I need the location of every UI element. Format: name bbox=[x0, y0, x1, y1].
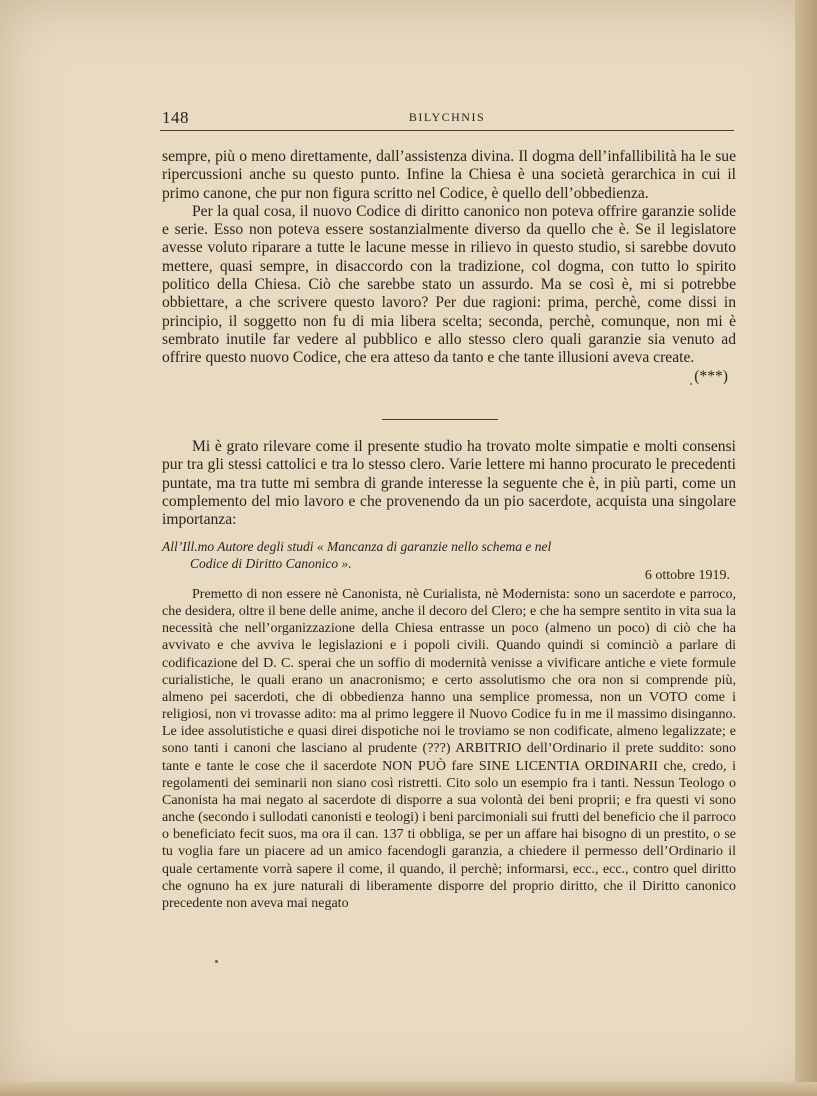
section-divider bbox=[382, 419, 498, 420]
page-edge-bottom bbox=[0, 1082, 817, 1096]
page-header bbox=[160, 108, 734, 132]
paper-speck bbox=[215, 960, 218, 963]
paragraph-continued: sempre, più o meno direttamente, dall’assistenza divina. Il dogma dell’infallibilità ha le sue ripercussioni anche su questo punto. Infine la Chiesa è una società gerarchica in cui il primo canone, che pur non figura scritto nel Codice, è quello dell’obbedienza. bbox=[162, 148, 736, 202]
addressee-line: All’Ill.mo Autore degli studi « Mancanza di garanzie nello schema e nel bbox=[162, 539, 552, 554]
letter-addressee bbox=[162, 538, 736, 572]
letter-text: Premetto di non essere nè Canonista, nè Curialista, nè Modernista: sono un sacerdote e parroco, che desidera, oltre il bene delle anime, anche il decoro del Clero; e che ha sempre sentito in vita sua la necessità che nell’organizzazione della Chiesa entrasse un poco (almeno un poco) di ciò che ha avvivato e che avviva le legislazioni e i popoli civili. Quando quindi si cominciò a parlare di codificazione del D. C. sperai che un soffio di modernità venisse a vivificare antiche e viete formule curialistiche, le quali erano un anacronismo; e certo assolutismo che ora non si comprende più, almeno pei sacerdoti, che di obbedienza hanno una semplice promessa, non un VOTO come i religiosi, non vi trovasse adito: ma al primo leggere il Nuovo Codice fu in me il massimo disinganno. Le idee assolutistiche e quasi direi dispotiche noi le troviamo se non codificate, almeno legalizzate; e sono tanti i canoni che lasciano al prudente (???) ARBITRIO dell’Ordinario il prete suddito: sono tante e tante le cose che il sacerdote NON PUÒ fare SINE LICENTIA ORDINARII che, credo, i regolamenti dei seminarii non siano così ristretti. Cito solo un esempio fra i tanti. Nessun Teologo o Canonista ha mai negato al sacerdote di disporre a sua volontà dei beni proprii; e fra questi vi sono anche (secondo i sullodati canonisti e teologi) i beni parcimoniali sui frutti del beneficio che il parroco o beneficiato fecit suos, ma ora il can. 137 ti obbliga, se per un affare hai bisogno di un prestito, o se tu voglia fare un piacere ad un amico facendogli garanzia, a chiedere il permesso dell’Ordinario il quale certamente vorrà sapere il come, il quando, il perchè; informarsi, ecc., ecc., contro quel diritto che ognuno ha ex jure naturali di liberamente disporre del proprio diritto, che il Diritto canonico precedente non aveva mai negato bbox=[162, 587, 736, 911]
running-title: BILYCHNIS bbox=[408, 110, 486, 124]
paper-speck bbox=[690, 383, 692, 385]
addressee-line: Codice di Diritto Canonico ». bbox=[190, 556, 352, 571]
page-number: 148 bbox=[162, 108, 189, 127]
paragraph-introduction: Mi è grato rilevare come il presente studio ha trovato molte simpatie e molti consensi pur tra gli stessi cattolici e tra lo stesso clero. Varie lettere mi hanno procurato le precedenti puntate, ma tra tutte mi sembra di grande interesse la seguente che è, in più parti, come un complemento del mio lavoro e che provenendo da un pio sacerdote, acquista una singolare importanza: bbox=[162, 438, 736, 529]
author-signature: (***) bbox=[694, 367, 728, 385]
page-edge-right bbox=[795, 0, 817, 1096]
article-body bbox=[162, 148, 736, 386]
letter-date: 6 ottobre 1919. bbox=[644, 568, 730, 583]
paragraph-conclusion: Per la qual cosa, il nuovo Codice di diritto canonico non poteva offrire garanzie solide e serie. Esso non poteva essere sostanzialmente diverso da quello che è. Se il legislatore avesse voluto riparare a tutte le lacune messe in rilievo in questo studio, si sarebbe dovuto mettere, quasi sempre, in disaccordo con la tradizione, col dogma, con tutto lo spirito politico della Chiesa. Ciò che sarebbe stato un assurdo. Ma se così è, mi si potrebbe obbiettare, a che scrivere questo lavoro? Per due ragioni: prima, perchè, come dissi in principio, il soggetto non fu di mia libera scelta; seconda, perchè, comunque, non mi è sembrato inutile far vedere al pubblico e allo stesso clero quali garanzie sia venuto ad offrire questo nuovo Codice, che era atteso da tanto e che tante illusioni aveva create. bbox=[162, 202, 736, 367]
header-rule bbox=[160, 130, 734, 131]
